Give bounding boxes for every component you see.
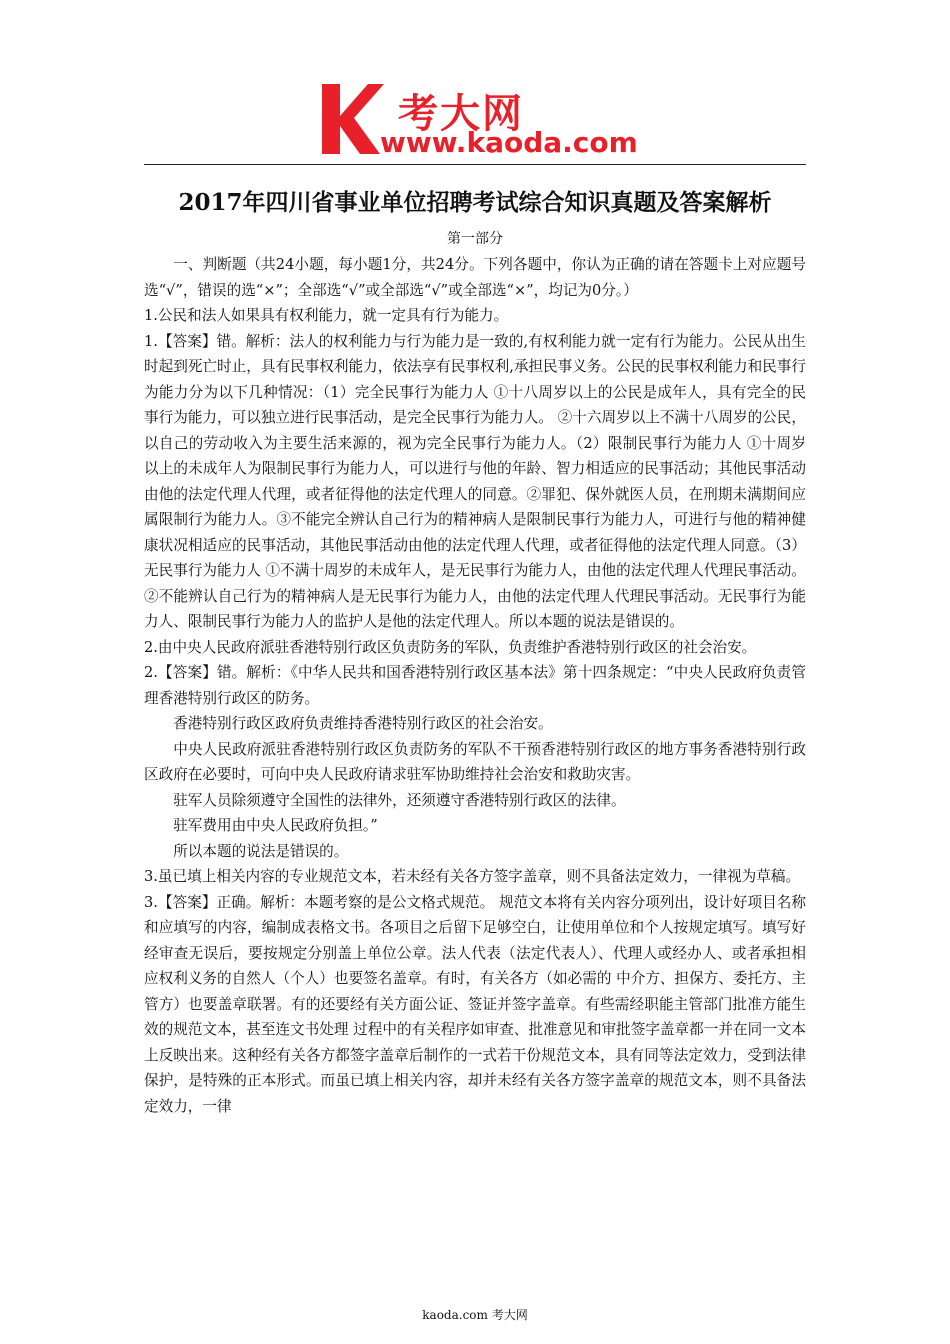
document-body	[144, 252, 806, 1119]
answer-2-conclusion: 所以本题的说法是错误的。	[173, 842, 349, 860]
question-1: 1.公民和法人如果具有权利能力，就一定具有行为能力。	[144, 307, 509, 324]
section-heading: 第一部分	[447, 231, 503, 247]
page-footer: kaoda.com 考大网	[422, 1308, 528, 1322]
logo-chinese-name: 考大网	[398, 91, 524, 137]
kaoda-logo	[318, 80, 648, 160]
answer-2-quote-line: 驻军费用由中央人民政府负担。”	[173, 817, 378, 834]
logo-url: www.kaoda.com	[380, 126, 638, 159]
instructions-paragraph: 一、判断题（共24小题，每小题1分，共24分。下列各题中，你认为正确的请在答题卡上对应题号选“√”，错误的选“×”；全部选“√”或全部选“√”或全部选“×”，均记为0分。）	[144, 256, 806, 299]
document-title: 2017年四川省事业单位招聘考试综合知识真题及答案解析	[178, 189, 772, 216]
answer-2: 2.【答案】错。解析：《中华人民共和国香港特别行政区基本法》第十四条规定：“中央人民政府负责管理香港特别行政区的防务。	[144, 664, 806, 707]
answer-3: 3.【答案】正确。解析：本题考察的是公文格式规范。 规范文本将有关内容分项列出，设计好项目名称和应填写的内容，编制成表格文书。各项目之后留下足够空白，让使用单位和个人按规定填写。填写好经审查无误后，要按规定分别盖上单位公章。法人代表（法定代表人）、代理人或经办人、或者承担相应权利义务的自然人（个人）也要签名盖章。有时，有关各方（如必需的 中介方、担保方、委托方、主管方）也要盖章联署。有的还要经有关方面公证、签证并签字盖章。有些需经职能主管部门批准方能生效的规范文本，甚至连文书处理 过程中的有关程序如审查、批准意见和审批签字盖章都一并在同一文本上反映出来。这种经有关各方都签字盖章后制作的一式若干份规范文本，具有同等法定效力，受到法律保护，是特殊的正本形式。而虽已填上相关内容，却并未经有关各方签字盖章的规范文本，则不具备法定效力，一律	[144, 893, 806, 1115]
answer-1: 1.【答案】错。解析：法人的权利能力与行为能力是一致的,有权利能力就一定有行为能力。公民从出生时起到死亡时止，具有民事权利能力，依法享有民事权利,承担民事义务。公民的民事权利能力和民事行为能力分为以下几种情况：（1）完全民事行为能力人 ①十八周岁以上的公民是成年人，具有完全的民事行为能力，可以独立进行民事活动，是完全民事行为能力人。 ②十六周岁以上不满十八周岁的公民，以自己的劳动收入为主要生活来源的，视为完全民事行为能力人。（2）限制民事行为能力人 ①十周岁以上的未成年人为限制民事行为能力人，可以进行与他的年龄、智力相适应的民事活动；其他民事活动由他的法定代理人代理，或者征得他的法定代理人的同意。②罪犯、保外就医人员，在刑期未满期间应属限制行为能力人。③不能完全辨认自己行为的精神病人是限制民事行为能力人，可进行与他的精神健康状况相适应的民事活动，其他民事活动由他的法定代理人代理，或者征得他的法定代理人同意。（3）无民事行为能力人 ①不满十周岁的未成年人，是无民事行为能力人，由他的法定代理人代理民事活动。②不能辨认自己行为的精神病人是无民事行为能力人，由他的法定代理人代理民事活动。无民事行为能力人、限制民事行为能力人的监护人是他的法定代理人。所以本题的说法是错误的。	[144, 332, 806, 630]
question-2: 2.由中央人民政府派驻香港特别行政区负责防务的军队，负责维护香港特别行政区的社会治安。	[144, 638, 757, 656]
header-divider	[144, 164, 806, 165]
answer-2-quote-line: 驻军人员除须遵守全国性的法律外，还须遵守香港特别行政区的法律。	[173, 791, 626, 809]
k-logo-icon	[318, 80, 386, 158]
answer-2-quote-line: 中央人民政府派驻香港特别行政区负责防务的军队不干预香港特别行政区的地方事务香港特别行政区政府在必要时，可向中央人民政府请求驻军协助维持社会治安和救助灾害。	[144, 740, 806, 783]
question-3: 3.虽已填上相关内容的专业规范文本，若未经有关各方签字盖章，则不具备法定效力，一律视为草稿。	[144, 868, 801, 885]
answer-2-quote-line: 香港特别行政区政府负责维持香港特别行政区的社会治安。	[173, 715, 553, 732]
